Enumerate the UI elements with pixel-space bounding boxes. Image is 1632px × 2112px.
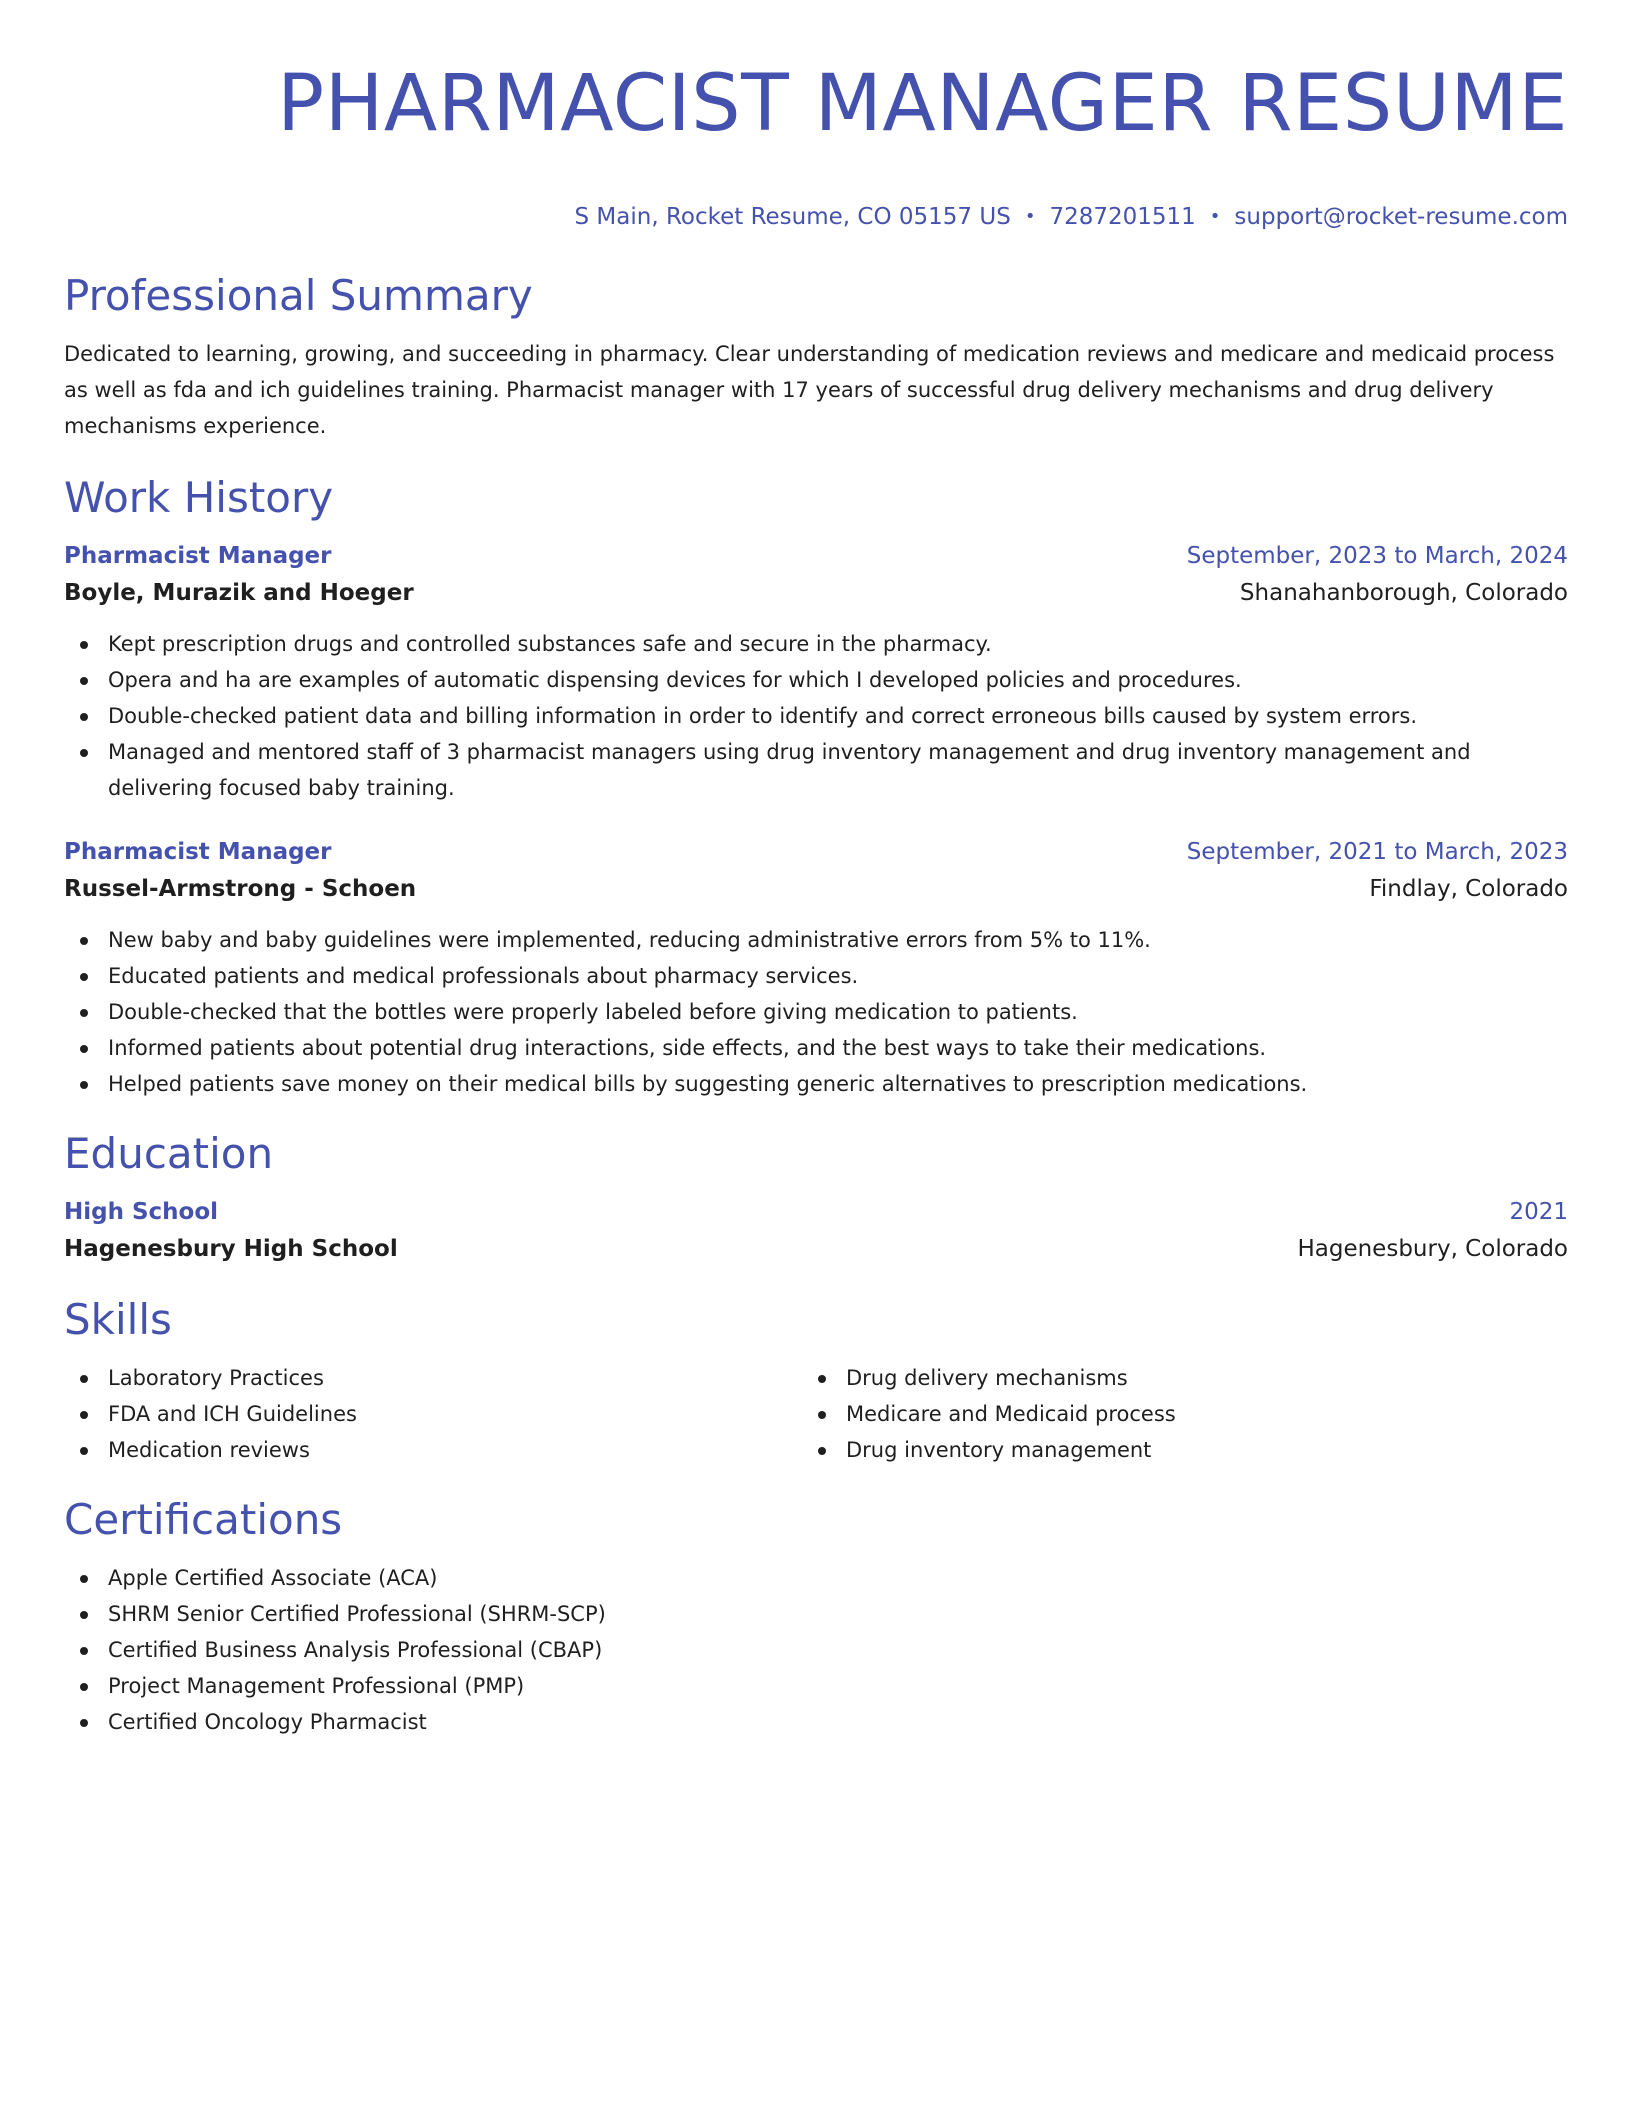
job-bullet: Double-checked that the bottles were properly labeled before giving medication to patients. [64,994,1568,1030]
job-bullet: Informed patients about potential drug interactions, side effects, and the best ways to take their medications. [64,1030,1568,1066]
job-bullet: Double-checked patient data and billing information in order to identify and correct erroneous bills caused by system errors. [64,698,1568,734]
job-role: Pharmacist Manager [64,839,332,865]
certifications-list [64,1560,1568,1740]
job-bullet: Managed and mentored staff of 3 pharmacist managers using drug inventory management and drug inventory management and delivering focused baby training. [64,734,1568,806]
job-bullets [64,922,1568,1102]
skill-item: Laboratory Practices [64,1360,802,1396]
contact-line [64,202,1568,232]
skill-item: Medicare and Medicaid process [802,1396,1540,1432]
job-entry [64,538,1568,806]
skills-grid [64,1360,1568,1468]
skills-section [64,1294,1568,1468]
certification-item: Certified Business Analysis Professional (CBAP) [64,1632,1568,1668]
work-history-heading: Work History [64,473,334,522]
summary-heading: Professional Summary [64,271,533,320]
certification-item: Project Management Professional (PMP) [64,1668,1568,1704]
summary-section [64,270,1568,444]
education-degree: High School [64,1199,219,1225]
education-school: Hagenesbury High School [64,1236,398,1262]
job-company: Russel-Armstrong - Schoen [64,876,417,902]
contact-address: S Main, Rocket Resume, CO 05157 US [574,204,1011,230]
job-bullet: Educated patients and medical professionals about pharmacy services. [64,958,1568,994]
job-bullet: Kept prescription drugs and controlled substances safe and secure in the pharmacy. [64,626,1568,662]
job-bullets [64,626,1568,806]
skills-heading: Skills [64,1295,172,1344]
contact-phone: 7287201511 [1049,204,1196,230]
skill-item: Drug inventory management [802,1432,1540,1468]
job-bullet: Opera and ha are examples of automatic dispensing devices for which I developed policies and procedures. [64,662,1568,698]
skill-item: FDA and ICH Guidelines [64,1396,802,1432]
job-bullet: Helped patients save money on their medical bills by suggesting generic alternatives to prescription medications. [64,1066,1568,1102]
job-company: Boyle, Murazik and Hoeger [64,580,414,606]
job-dates: September, 2021 to March, 2023 [1186,839,1568,865]
job-location: Findlay, Colorado [1369,876,1568,902]
job-dates: September, 2023 to March, 2024 [1186,543,1568,569]
resume-title: PHARMACIST MANAGER RESUME [277,59,1568,149]
certifications-heading: Certifications [64,1495,343,1544]
contact-separator: • [1024,206,1036,227]
summary-text: Dedicated to learning, growing, and succeeding in pharmacy. Clear understanding of medication reviews and medicare and medicaid process as well as fda and ich guidelines training. Pharmacist manager with 17 years of successful drug delivery mechanisms and drug delivery mechanisms experience. [64,342,1555,438]
job-role: Pharmacist Manager [64,543,332,569]
work-history-section [64,472,1568,1102]
education-location: Hagenesbury, Colorado [1297,1236,1568,1262]
education-year: 2021 [1509,1199,1568,1225]
education-section [64,1128,1568,1268]
job-entry [64,834,1568,1102]
certification-item: Apple Certified Associate (ACA) [64,1560,1568,1596]
skill-item: Medication reviews [64,1432,802,1468]
certification-item: SHRM Senior Certified Professional (SHRM-SCP) [64,1596,1568,1632]
contact-email: support@rocket-resume.com [1234,204,1568,230]
contact-separator: • [1209,206,1221,227]
certifications-section [64,1494,1568,1740]
education-heading: Education [64,1129,274,1178]
skills-column-right [802,1360,1540,1468]
skills-column-left [64,1360,802,1468]
skill-item: Drug delivery mechanisms [802,1360,1540,1396]
education-entry [64,1194,1568,1268]
certification-item: Certified Oncology Pharmacist [64,1704,1568,1740]
job-location: Shanahanborough, Colorado [1239,580,1568,606]
job-bullet: New baby and baby guidelines were implemented, reducing administrative errors from 5% to 11%. [64,922,1568,958]
